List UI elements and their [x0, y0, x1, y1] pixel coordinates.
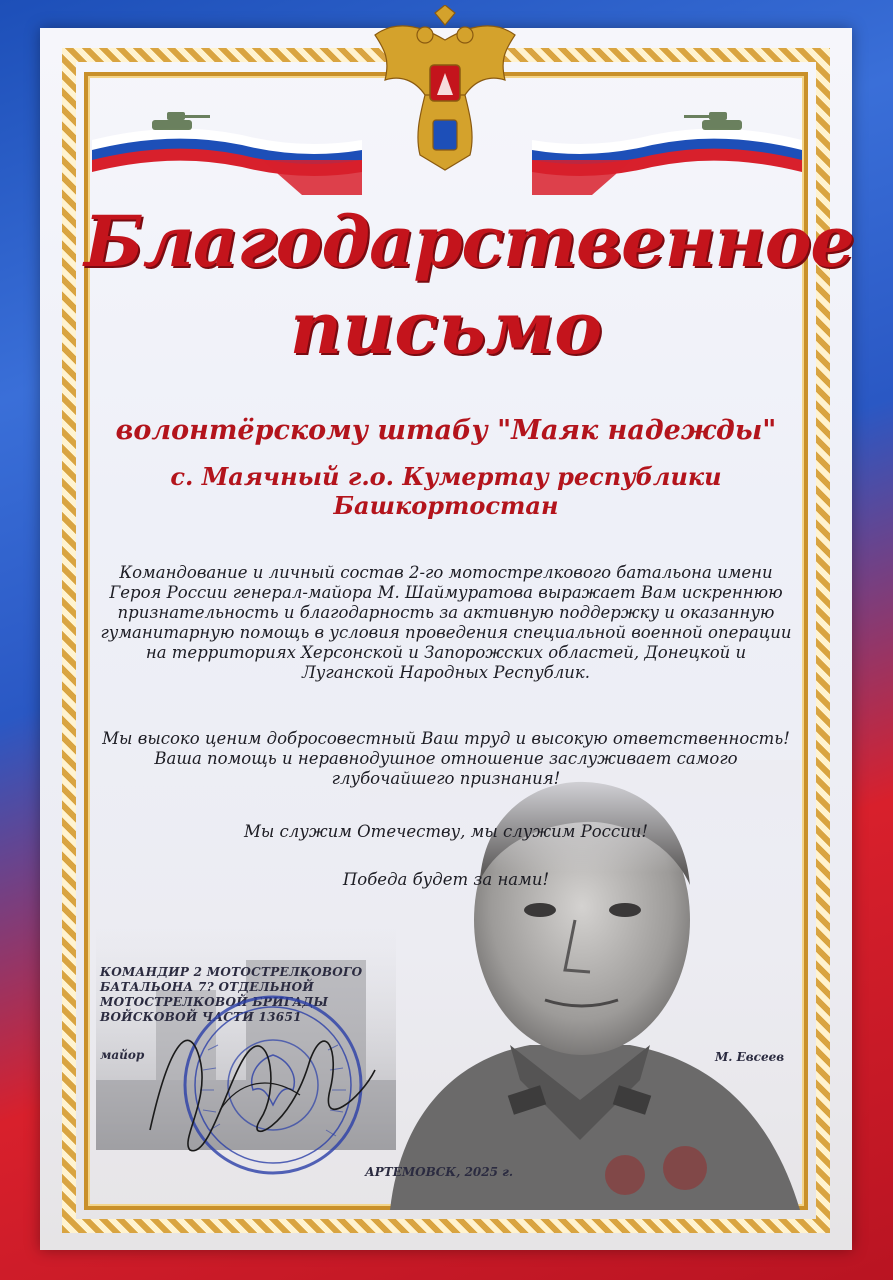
paragraph-victory: Победа будет за нами!: [342, 870, 550, 889]
signatory-rank: майор: [100, 1048, 145, 1062]
title-line-2: письмо: [289, 285, 603, 370]
title-line-1: Благодарственное: [84, 200, 854, 283]
place-and-date: АРТЕМОВСК, 2025 г.: [365, 1165, 514, 1179]
signatory-name: М. Евсеев: [715, 1050, 785, 1064]
paragraph-motto: Мы служим Отечеству, мы служим России!: [243, 822, 649, 841]
paragraph-appreciation: Мы высоко ценим добросовестный Ваш труд и высокую ответственность! Ваша помощь и неравнодушное отношение заслуживает самого глубочайшего признания!: [102, 729, 790, 788]
signatory-title: КОМАНДИР 2 МОТОСТРЕЛКОВОГО БАТАЛЬОНА 7? ОТДЕЛЬНОЙ МОТОСТРЕЛКОВОЙ БРИГАДЫ ВОЙСКОВОЙ ЧАСТИ 13651: [100, 965, 363, 1024]
coat-of-arms-emblem: [365, 5, 525, 175]
recipient-name: волонтёрскому штабу "Маяк надежды": [115, 415, 777, 446]
handwritten-signature: [130, 1000, 380, 1160]
paragraph-gratitude: Командование и личный состав 2-го мотострелкового батальона имени Героя России генерал-майора М. Шаймуратова выражает Вам искреннюю признательность и благодарность за активную поддержку и оказанную гуманитарную помощь в условия проведения специальной военной операции на территориях Херсонской и Запорожских областей, Донецкой и Луганской Народных Республик.: [100, 563, 792, 682]
recipient-location: с. Маячный г.о. Кумертау республики Башкортостан: [170, 462, 722, 520]
